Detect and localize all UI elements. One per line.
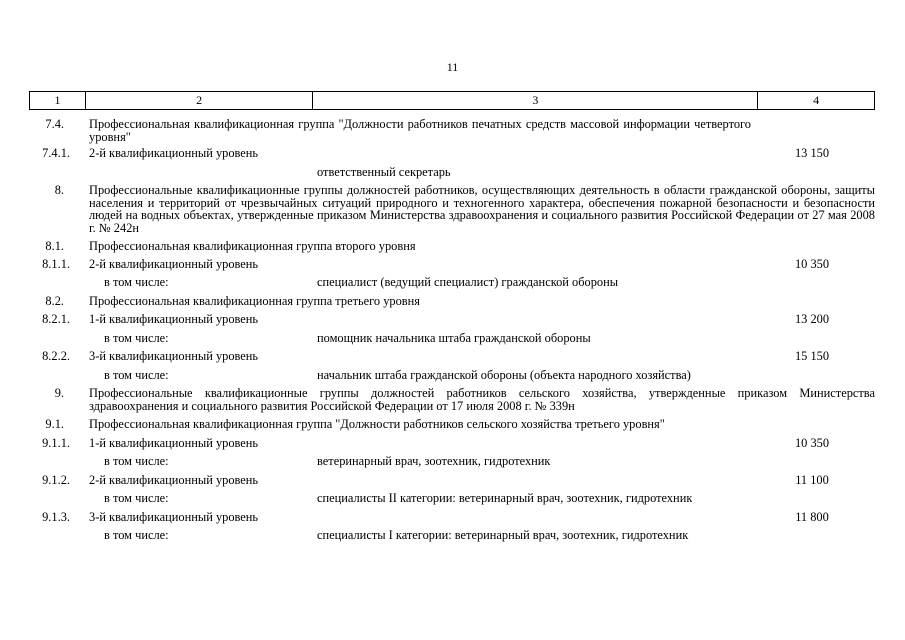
row-number: 9.1.1. bbox=[42, 435, 70, 450]
salary-value: 13 200 bbox=[794, 312, 830, 326]
table-row bbox=[29, 184, 875, 234]
table-row bbox=[29, 313, 875, 326]
level-name: 3-й квалификационный уровень bbox=[89, 349, 259, 363]
row-number: 8.1.1. bbox=[42, 256, 70, 271]
table-row bbox=[29, 276, 875, 289]
table-row bbox=[29, 332, 875, 345]
row-number: 8.1. bbox=[45, 239, 64, 253]
table-row bbox=[29, 529, 875, 542]
table-row bbox=[29, 118, 875, 143]
level-name: 2-й квалификационный уровень bbox=[89, 256, 259, 271]
table-row bbox=[29, 387, 875, 412]
row-number: 9.1.3. bbox=[42, 509, 70, 524]
table-header bbox=[29, 91, 875, 110]
sublabel: в том числе: bbox=[104, 491, 169, 505]
row-number: 7.4.1. bbox=[42, 146, 70, 160]
sublabel: в том числе: bbox=[104, 454, 169, 468]
header-col-2: 2 bbox=[86, 92, 313, 109]
group-title: Профессиональные квалификационные группы должностей работников сельского хозяйства, утвержденные приказом Министерства здравоохранения и социального развития Российской Федерации от 17 июля 2008 г. № 339н bbox=[89, 386, 875, 413]
row-number: 7.4. bbox=[45, 117, 64, 131]
position-text: специалист (ведущий специалист) гражданской обороны bbox=[317, 275, 619, 289]
page-number: 11 bbox=[446, 60, 459, 74]
sublabel: в том числе: bbox=[104, 275, 169, 289]
position-text: начальник штаба гражданской обороны (объекта народного хозяйства) bbox=[317, 367, 691, 382]
row-number: 8.2.2. bbox=[42, 349, 70, 363]
table-body bbox=[29, 118, 875, 542]
position-text: специалисты I категории: ветеринарный врач, зоотехник, гидротехник bbox=[317, 528, 689, 542]
salary-value: 10 350 bbox=[794, 435, 830, 450]
group-title: Профессиональные квалификационные группы должностей работников, осуществляющих деятельность в области гражданской обороны, защиты населения и территорий от чрезвычайных ситуаций природного и техногенного характера, обеспечения пожарной безопасности и безопасности людей на водных объектах, утвержденные приказом Министерства здравоохранения и социального развития Российской Федерации от 27 мая 2008 г. № 242н bbox=[89, 183, 875, 235]
salary-value: 13 150 bbox=[794, 146, 830, 160]
sublabel: в том числе: bbox=[104, 367, 169, 382]
table-row bbox=[29, 258, 875, 271]
level-name: 1-й квалификационный уровень bbox=[89, 312, 259, 326]
level-name: 1-й квалификационный уровень bbox=[89, 435, 259, 450]
table-row bbox=[29, 350, 875, 363]
table-row bbox=[29, 437, 875, 450]
table-row bbox=[29, 369, 875, 382]
table-row bbox=[29, 455, 875, 468]
header-col-3: 3 bbox=[313, 92, 758, 109]
position-text: помощник начальника штаба гражданской обороны bbox=[317, 330, 591, 345]
sublabel: в том числе: bbox=[104, 528, 169, 542]
group-title: Профессиональная квалификационная группа "Должности работников сельского хозяйства третьего уровня" bbox=[89, 417, 665, 431]
level-name: 3-й квалификационный уровень bbox=[89, 509, 259, 524]
salary-value: 15 150 bbox=[794, 349, 830, 363]
table-row bbox=[29, 147, 875, 160]
table-row bbox=[29, 511, 875, 524]
table-row bbox=[29, 240, 875, 253]
header-col-4: 4 bbox=[813, 93, 820, 107]
level-name: 2-й квалификационный уровень bbox=[89, 472, 259, 487]
position-text: ветеринарный врач, зоотехник, гидротехник bbox=[317, 454, 551, 468]
salary-value: 11 800 bbox=[795, 509, 829, 524]
group-title: Профессиональная квалификационная группа второго уровня bbox=[89, 239, 416, 253]
row-number: 8. bbox=[54, 183, 64, 197]
level-name: 2-й квалификационный уровень bbox=[89, 146, 259, 160]
table-row bbox=[29, 295, 875, 308]
row-number: 9. bbox=[54, 386, 64, 400]
row-number: 9.1. bbox=[45, 417, 64, 431]
position-text: специалисты II категории: ветеринарный врач, зоотехник, гидротехник bbox=[317, 491, 693, 505]
salary-value: 10 350 bbox=[794, 256, 830, 271]
table-row bbox=[29, 166, 875, 179]
group-title: Профессиональная квалификационная группа "Должности работников печатных средств массовой информации четвертого уровня" bbox=[89, 117, 751, 144]
position-text: ответственный секретарь bbox=[317, 164, 451, 179]
sublabel: в том числе: bbox=[104, 330, 169, 345]
table-row bbox=[29, 492, 875, 505]
header-col-1: 1 bbox=[30, 92, 86, 109]
row-number: 9.1.2. bbox=[42, 472, 70, 487]
group-title: Профессиональная квалификационная группа третьего уровня bbox=[89, 293, 420, 308]
salary-value: 11 100 bbox=[795, 472, 829, 487]
table-row bbox=[29, 418, 875, 431]
row-number: 8.2.1. bbox=[42, 312, 70, 326]
row-number: 8.2. bbox=[45, 293, 64, 308]
table-row bbox=[29, 474, 875, 487]
